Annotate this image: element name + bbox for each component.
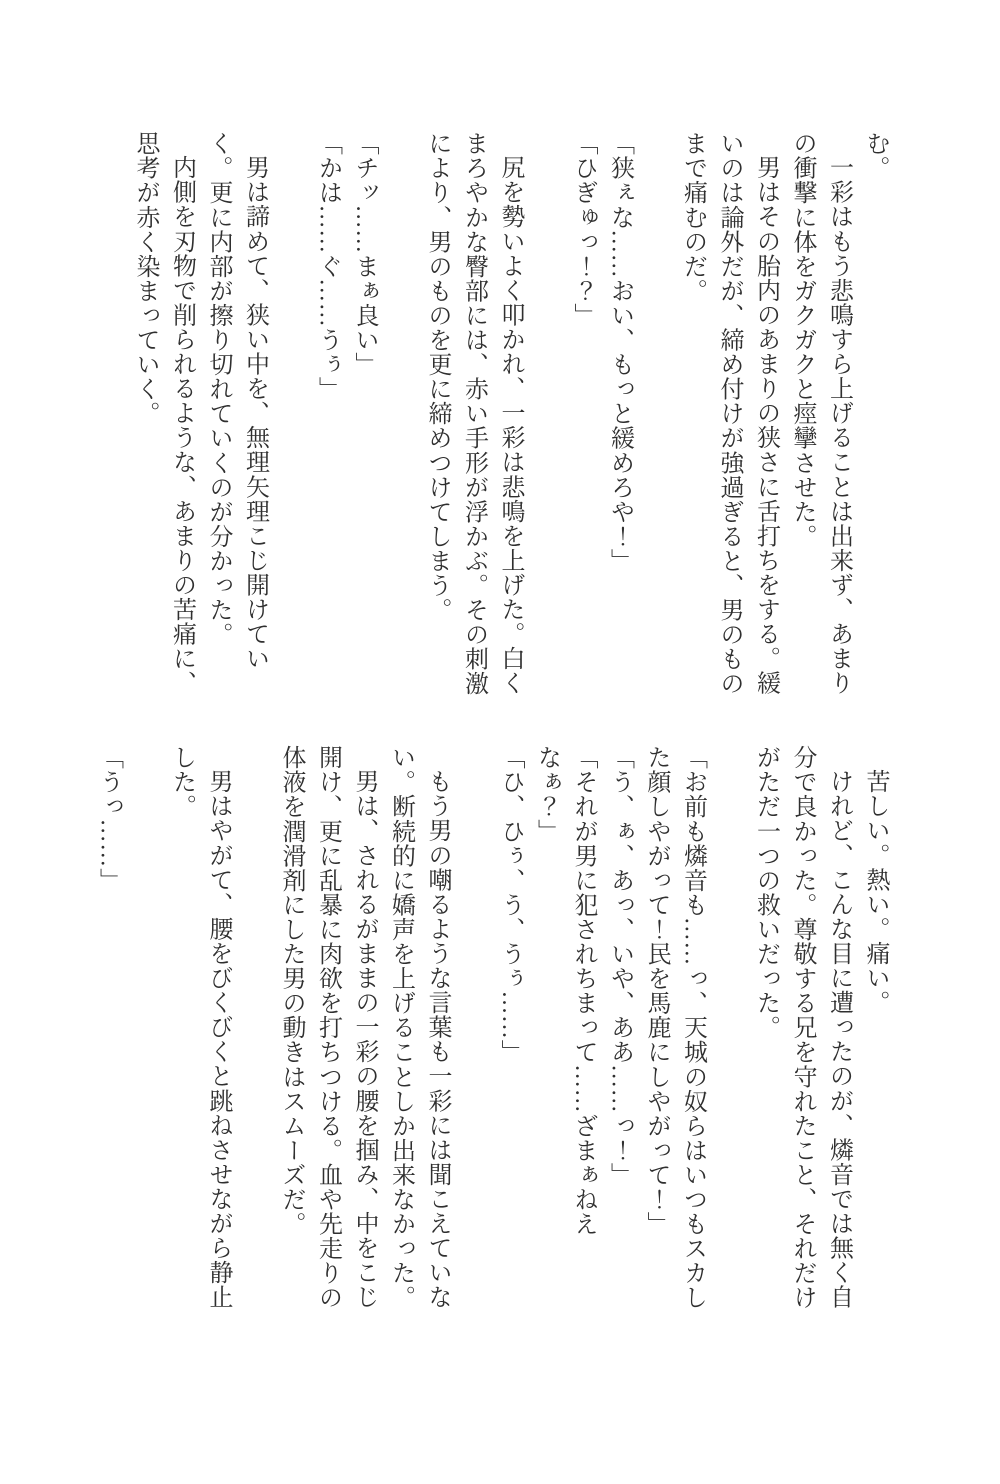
paragraph: 「狭ぇな……おい、もっと緩めろや！」 (606, 131, 633, 573)
upper-text-block (127, 131, 894, 703)
paragraph: もう男の嘲るような言葉も一彩には聞こえていない。断続的に嬌声を上げることしか出来なかった。 (387, 745, 450, 1310)
paragraph: 男は、されるがままの一彩の腰を掴み、中をこじ開け、更に乱暴に肉欲を打ちつける。血や先走りの体液を潤滑剤にした男の動きはスムーズだ。 (278, 745, 377, 1310)
paragraph: 「それが男に犯されちまって……ざまぁねえなぁ？」 (533, 745, 596, 1236)
paragraph: 男はその胎内のあまりの狭さに舌打ちをする。緩いのは論外だが、締め付けが強過ぎると、男のものまで痛むのだ。 (679, 131, 779, 696)
paragraph: 「ひぎゅっ！？」 (570, 131, 596, 328)
paragraph: 苦しい。熱い。痛い。 (862, 769, 888, 1015)
paragraph: 「うっ……」 (95, 745, 122, 893)
paragraph: 男は諦めて、狭い中を、無理矢理こじ開けていく。更に内部が擦り切れていくのが分かった。 (205, 131, 268, 671)
paragraph: 「お前も燐音も……っ、天城の奴らはいつもスカした顔しやがって！民を馬鹿にしやがって！」 (643, 745, 706, 1310)
paragraph: 男はやがて、腰をびくびくと跳ねさせながら静止した。 (168, 745, 231, 1310)
paragraph: 「かは……ぐ……うぅ」 (314, 131, 341, 402)
paragraph: 一彩はもう悲鳴すら上げることは出来ず、あまりの衝撃に体をガクガクと痙攣させた。 (789, 131, 852, 696)
paragraph: 「チッ……まぁ良い」 (351, 131, 377, 377)
lower-text-block (90, 745, 893, 1317)
paragraph: 「う、ぁ、あっ、いや、ああ……っ！」 (606, 745, 633, 1187)
paragraph: 尻を勢いよく叩かれ、一彩は悲鳴を上げた。白くまろやかな臀部には、赤い手形が浮かぶ。その刺激により、男のものを更に締めつけてしまう。 (424, 131, 523, 696)
paragraph: む。 (862, 131, 888, 181)
paragraph: けれど、こんな目に遭ったのが、燐音では無く自分で良かった。尊敬する兄を守れたこと、それだけがただ一つの救いだった。 (752, 745, 852, 1310)
paragraph: 内側を刃物で削られるような、あまりの苦痛に、思考が赤く染まっていく。 (132, 131, 195, 696)
paragraph: 「ひ、ひぅ、う、うぅ……」 (497, 745, 523, 1065)
